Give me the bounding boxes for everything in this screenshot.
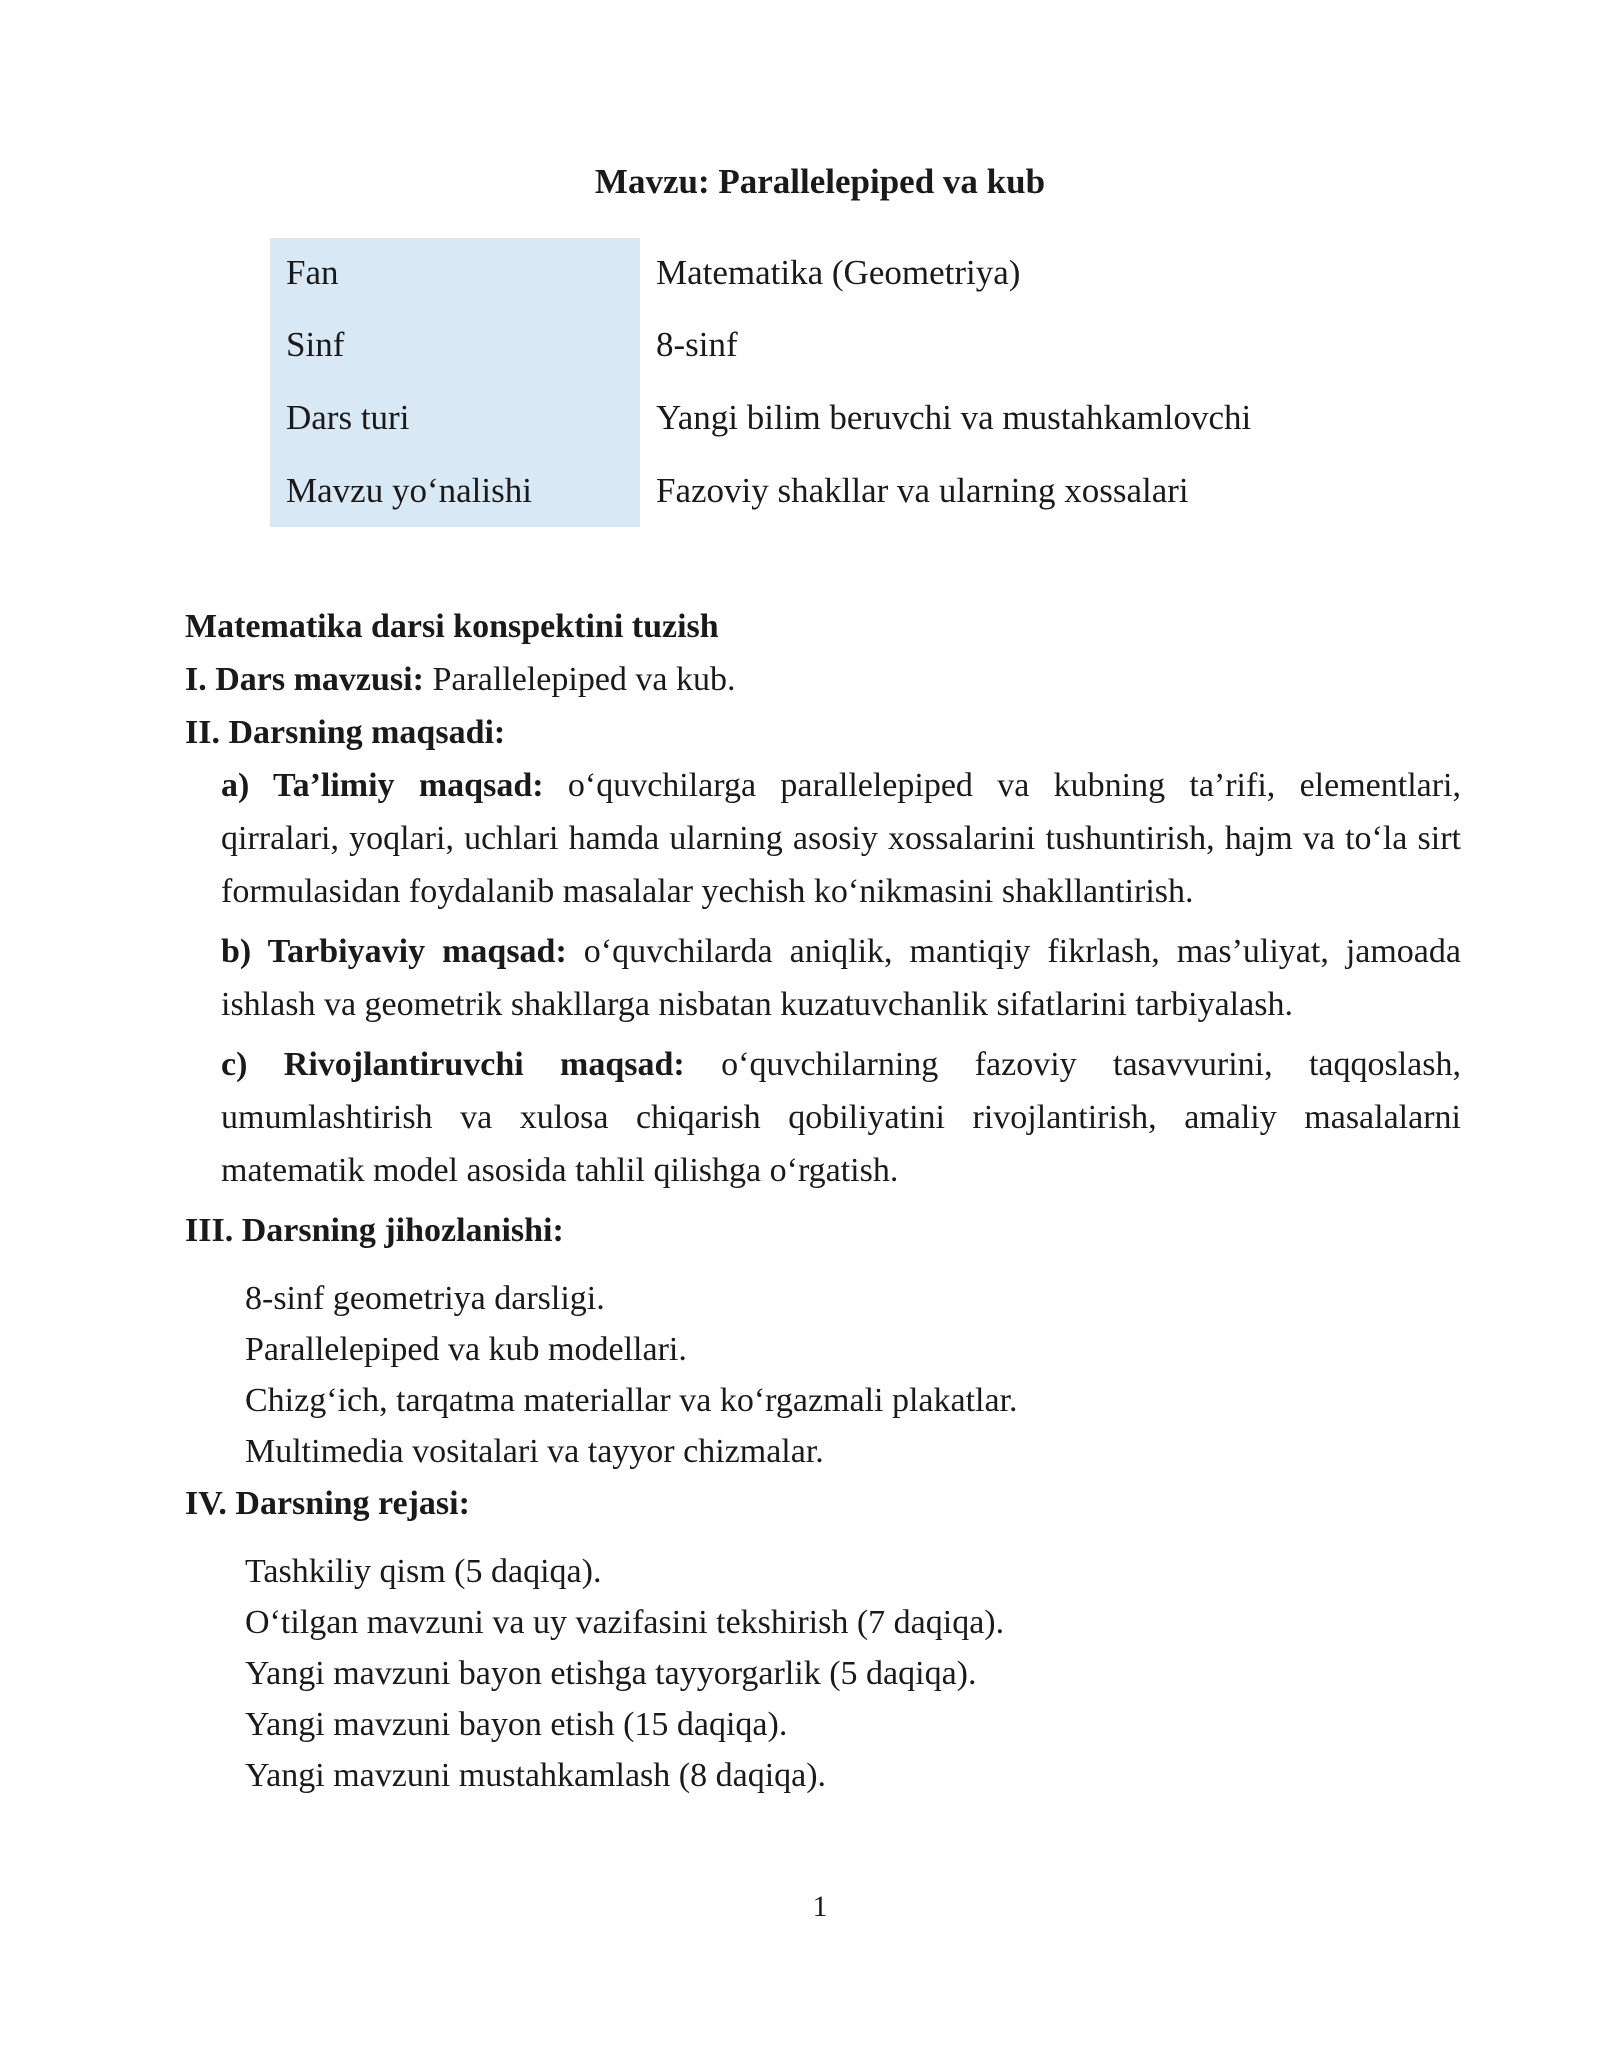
table-row <box>270 381 1492 454</box>
table-row <box>270 238 1492 308</box>
page-number: 1 <box>812 1890 828 1923</box>
topic-line <box>185 653 1461 706</box>
table-key: Sinf <box>270 308 640 381</box>
list-item: Multimedia vositalari va tayyor chizmalar. <box>245 1433 824 1470</box>
goals-heading: II. Darsning maqsadi: <box>185 714 506 751</box>
goal-paragraph <box>221 925 1461 1031</box>
list-item: Parallelepiped va kub modellari. <box>245 1331 687 1368</box>
list-item: Tashkiliy qism (5 daqiqa). <box>245 1553 602 1590</box>
equipment-list <box>245 1273 1461 1477</box>
goal-paragraph <box>221 759 1461 918</box>
table-value: Fazoviy shakllar va ularning xossalari <box>656 470 1189 510</box>
goal-text: o‘quvchilarda aniqlik, mantiqiy fikrlash, mas’uliyat, jamoada ishlash va geometrik shakllarga nisbatan kuzatuvchanlik sifatlarini tarbiyalash. <box>221 933 1461 1023</box>
document-body <box>185 600 1461 1801</box>
goal-text: o‘quvchilarning fazoviy tasavvurini, taqqoslash, umumlashtirish va xulosa chiqarish qobiliyatini rivojlantirish, amaliy masalalarni matematik model asosida tahlil qilishga o‘rgatish. <box>221 1046 1462 1189</box>
table-row <box>270 454 1492 527</box>
table-key: Mavzu yo‘nalishi <box>270 454 640 527</box>
info-table <box>270 238 1492 527</box>
table-key: Dars turi <box>270 381 640 454</box>
list-item: Chizg‘ich, tarqatma materiallar va ko‘rgazmali plakatlar. <box>245 1382 1018 1419</box>
section-heading: Matematika darsi konspektini tuzish <box>185 608 719 645</box>
table-value: Yangi bilim beruvchi va mustahkamlovchi <box>656 397 1252 437</box>
topic-value: Parallelepiped va kub. <box>423 661 736 698</box>
table-row <box>270 308 1492 381</box>
goal-label: a) Ta’limiy maqsad: <box>221 767 544 804</box>
goal-text: o‘quvchilarga parallelepiped va kubning ta’rifi, elementlari, qirralari, yoqlari, uchlari hamda ularning asosiy xossalarini tushuntirish, hajm va to‘la sirt formulasidan foydalanib masalalar yechish ko‘nikmasini shakllantirish. <box>221 767 1461 910</box>
goal-label: c) Rivojlantiruvchi maqsad: <box>221 1046 685 1083</box>
plan-list <box>245 1546 1461 1801</box>
document-title: Mavzu: Parallelepiped va kub <box>594 162 1046 201</box>
goal-paragraph <box>221 1038 1461 1197</box>
table-value: Matematika (Geometriya) <box>656 253 1021 292</box>
list-item: Yangi mavzuni bayon etishga tayyorgarlik (5 daqiqa). <box>245 1655 977 1692</box>
topic-label: I. Dars mavzusi: <box>185 661 424 698</box>
list-item: O‘tilgan mavzuni va uy vazifasini tekshirish (7 daqiqa). <box>245 1604 1005 1641</box>
goal-label: b) Tarbiyaviy maqsad: <box>221 933 567 970</box>
list-item: Yangi mavzuni bayon etish (15 daqiqa). <box>245 1706 788 1743</box>
equipment-heading: III. Darsning jihozlanishi: <box>185 1212 564 1249</box>
list-item: Yangi mavzuni mustahkamlash (8 daqiqa). <box>245 1757 827 1794</box>
table-key: Fan <box>270 238 640 308</box>
table-value: 8-sinf <box>656 324 738 364</box>
plan-heading: IV. Darsning rejasi: <box>185 1485 470 1522</box>
list-item: 8-sinf geometriya darsligi. <box>245 1280 605 1317</box>
